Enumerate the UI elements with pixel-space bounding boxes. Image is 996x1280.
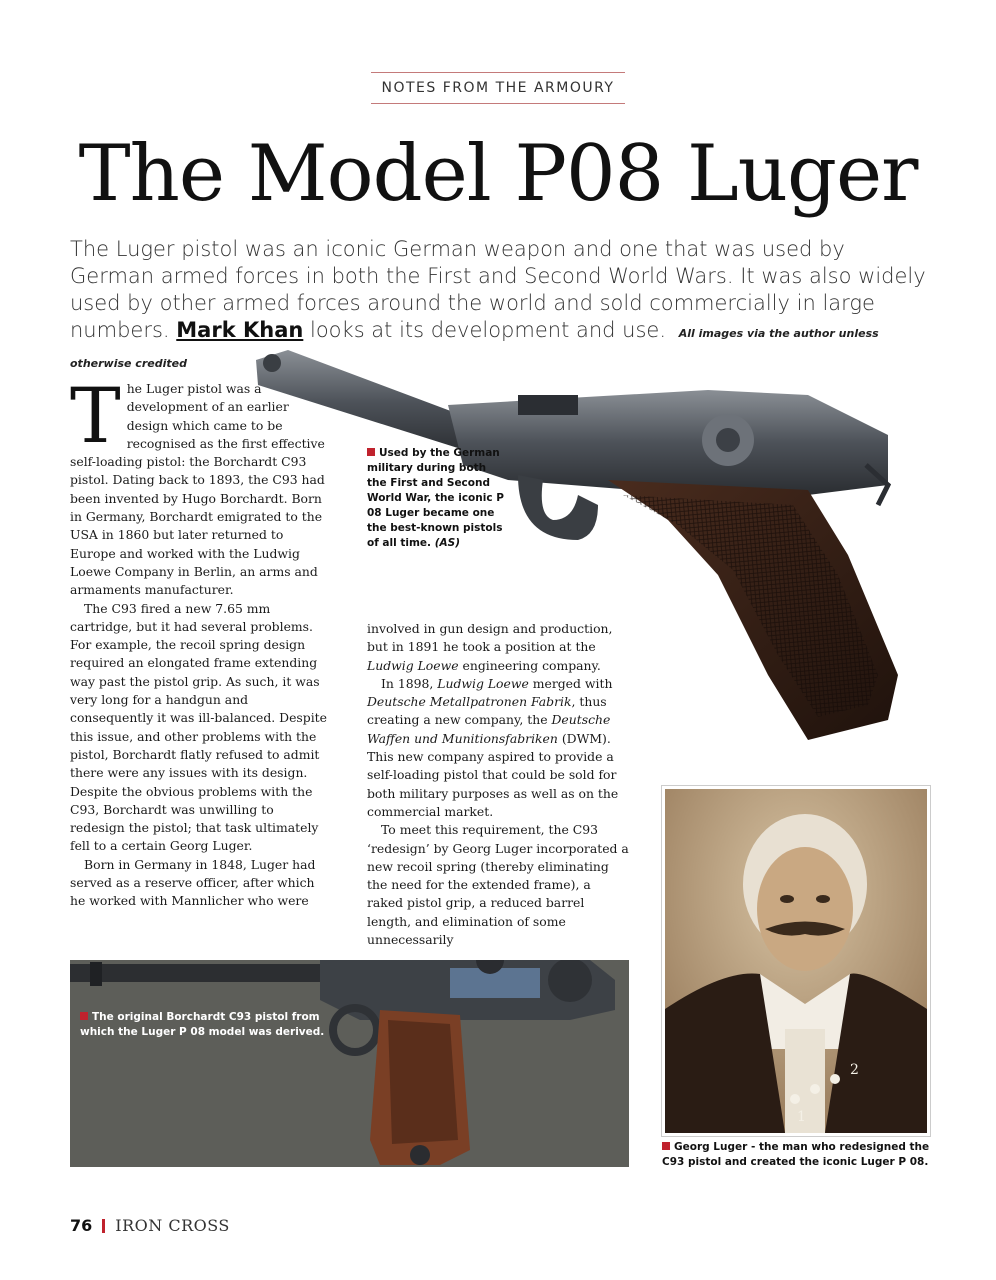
article-title: The Model P08 Luger	[78, 129, 918, 219]
text-run: , thus creating a new company, the	[367, 694, 607, 728]
paragraph: he Luger pistol was a development of an earlier design which came to be recognised as the first effective self-loading pistol: the Borchardt C93 pistol. Dating back to 1893, the C93 had been invented by Hugo Borchardt. Born in Germany, Borchardt emigrated to the USA in 1860 but later returned to Europe and worked with the Ludwig Loewe Company in Berlin, an arms and armaments manufacturer.	[70, 381, 325, 598]
standfirst-text-2: looks at its development and use.	[310, 318, 667, 342]
body-column-1	[70, 371, 328, 911]
borchardt-pistol-photo	[70, 960, 629, 1167]
company-name: Deutsche Metallpatronen Fabrik	[367, 694, 572, 710]
kicker-label: NOTES FROM THE ARMOURY	[381, 80, 615, 96]
paragraph	[367, 675, 629, 821]
standfirst-text: The Luger pistol was an iconic German weapon and one that was used by German armed forces in both the First and Second World Wars. It was also widely used by other armed forces around the world and sold commercially in large numbers.	[70, 237, 926, 342]
body-column-2	[367, 620, 629, 949]
company-name: Ludwig Loewe	[437, 675, 529, 691]
medal-number-1: 1	[797, 1109, 806, 1125]
borchardt-caption	[80, 1010, 330, 1040]
paragraph: The C93 fired a new 7.65 mm cartridge, but it had several problems. For example, the recoil spring design required an elongated frame extending way past the pistol grip. As such, it was very long for a handgun and consequently it was ill-balanced. Despite this issue, and other problems with the pistol, Borchardt flatly refused to admit there were any issues with its design. Despite the obvious problems with the C93, Borchardt was unwilling to redesign the pistol; that task ultimately fell to a certain Georg Luger.	[70, 600, 327, 854]
caption-marker	[80, 1012, 88, 1020]
page-folio	[70, 1216, 230, 1235]
luger-caption-credit: (AS)	[434, 537, 460, 549]
text-run: (DWM). This new company aspired to provide a self-loading pistol that could be sold for both military purposes as well as on the commercial market.	[367, 730, 619, 819]
section-kicker	[371, 72, 625, 104]
luger-caption-text: Used by the German military during both the First and Second World War, the iconic P 08 Luger became one the best-known pistols of all time.	[367, 447, 504, 549]
medal-number-2: 2	[850, 1062, 859, 1078]
portrait-caption-text: Georg Luger - the man who redesigned the C93 pistol and created the iconic Luger P 08.	[662, 1141, 930, 1168]
page-number: 76	[70, 1216, 93, 1235]
drop-cap: T	[70, 371, 121, 460]
author-name[interactable]: Mark Khan	[176, 318, 304, 342]
magazine-name: IRON CROSS	[115, 1216, 230, 1235]
caption-marker	[662, 1142, 670, 1150]
image-credit: All images via the author unless otherwise credited	[70, 327, 879, 370]
paragraph	[367, 620, 629, 675]
caption-marker	[367, 448, 375, 456]
luger-caption	[367, 446, 507, 551]
borchardt-pistol-illustration	[70, 960, 629, 1167]
paragraph: To meet this requirement, the C93 ‘redesign’ by Georg Luger incorporated a new recoil spring (thereby eliminating the need for the extended frame), a raked pistol grip, a reduced barrel length, and elimination of some unnecessarily	[367, 822, 629, 948]
company-name: Deutsche Waffen und Munitionsfabriken	[367, 712, 611, 746]
company-name: Ludwig Loewe	[367, 657, 459, 673]
text-run: involved in gun design and production, but in 1891 he took a position at the	[367, 621, 613, 655]
text-run: merged with	[532, 675, 613, 691]
portrait-caption	[662, 1140, 932, 1170]
paragraph: Born in Germany in 1848, Luger had served as a reserve officer, after which he worked with Mannlicher who were	[70, 856, 316, 909]
borchardt-caption-text: The original Borchardt C93 pistol from which the Luger P 08 model was derived.	[80, 1011, 325, 1038]
georg-luger-portrait	[662, 786, 930, 1136]
text-run: In 1898,	[381, 675, 434, 691]
portrait-illustration	[665, 789, 927, 1133]
text-run: engineering company.	[462, 657, 601, 673]
folio-divider	[102, 1219, 105, 1233]
